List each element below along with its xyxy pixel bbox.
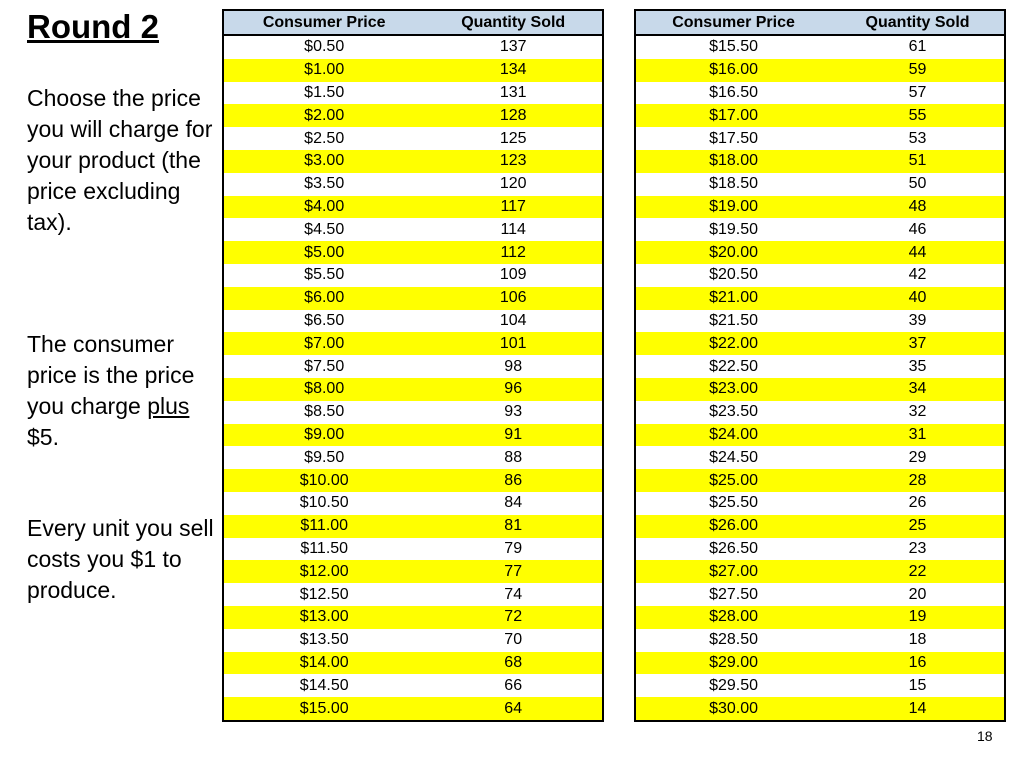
consumer-price-cell: $23.00 [635,378,831,401]
consumer-price-cell: $19.00 [635,196,831,219]
quantity-sold-cell: 35 [831,355,1005,378]
table-row [223,674,603,697]
table-row [223,104,603,127]
table-row [635,59,1005,82]
consumer-price-cell: $10.50 [223,492,424,515]
consumer-price-cell: $27.00 [635,560,831,583]
quantity-sold-cell: 112 [424,241,603,264]
quantity-sold-cell: 104 [424,310,603,333]
table-row [223,583,603,606]
consumer-price-cell: $1.00 [223,59,424,82]
quantity-sold-cell: 59 [831,59,1005,82]
quantity-sold-cell: 86 [424,469,603,492]
table-row [635,310,1005,333]
table-row [635,378,1005,401]
table-row [223,332,603,355]
table-row [635,469,1005,492]
quantity-sold-cell: 123 [424,150,603,173]
table-row [223,606,603,629]
consumer-price-cell: $20.00 [635,241,831,264]
quantity-sold-cell: 101 [424,332,603,355]
quantity-sold-cell: 88 [424,446,603,469]
consumer-price-cell: $21.00 [635,287,831,310]
consumer-price-cell: $0.50 [223,35,424,59]
consumer-price-cell: $25.50 [635,492,831,515]
consumer-price-cell: $4.00 [223,196,424,219]
consumer-price-cell: $4.50 [223,218,424,241]
quantity-sold-cell: 28 [831,469,1005,492]
quantity-sold-cell: 20 [831,583,1005,606]
quantity-sold-cell: 40 [831,287,1005,310]
quantity-sold-cell: 72 [424,606,603,629]
header-quantity-sold: Quantity Sold [831,10,1005,35]
consumer-price-cell: $11.50 [223,538,424,561]
consumer-price-cell: $17.00 [635,104,831,127]
consumer-price-cell: $8.50 [223,401,424,424]
quantity-sold-cell: 19 [831,606,1005,629]
quantity-sold-cell: 93 [424,401,603,424]
consumer-price-cell: $23.50 [635,401,831,424]
consumer-price-cell: $9.50 [223,446,424,469]
quantity-sold-cell: 98 [424,355,603,378]
table-header-row [223,10,603,35]
consumer-price-cell: $27.50 [635,583,831,606]
table-row [223,218,603,241]
consumer-price-cell: $28.50 [635,629,831,652]
slide-title: Round 2 [27,8,159,45]
rule-text-after: $5. [27,424,59,450]
quantity-sold-cell: 42 [831,264,1005,287]
header-consumer-price: Consumer Price [635,10,831,35]
table-row [223,355,603,378]
consumer-price-cell: $10.00 [223,469,424,492]
consumer-price-cell: $18.00 [635,150,831,173]
consumer-price-cell: $20.50 [635,264,831,287]
table-row [223,35,603,59]
consumer-price-cell: $22.00 [635,332,831,355]
quantity-sold-cell: 15 [831,674,1005,697]
table-row [635,241,1005,264]
table-row [635,515,1005,538]
table-row [635,538,1005,561]
table-row [223,629,603,652]
consumer-price-cell: $11.00 [223,515,424,538]
quantity-sold-cell: 125 [424,127,603,150]
quantity-sold-cell: 48 [831,196,1005,219]
quantity-sold-cell: 120 [424,173,603,196]
table-row [223,560,603,583]
table-row [635,332,1005,355]
consumer-price-cell: $26.50 [635,538,831,561]
quantity-sold-cell: 23 [831,538,1005,561]
consumer-price-cell: $15.00 [223,697,424,721]
quantity-sold-cell: 77 [424,560,603,583]
consumer-price-cell: $14.00 [223,652,424,675]
instruction-text: Choose the price you will charge for your product (the price excluding tax). [27,85,213,235]
consumer-price-cell: $5.00 [223,241,424,264]
quantity-sold-cell: 74 [424,583,603,606]
quantity-sold-cell: 29 [831,446,1005,469]
table-row [223,697,603,721]
table-row [223,424,603,447]
quantity-sold-cell: 25 [831,515,1005,538]
table-row [223,287,603,310]
consumer-price-cell: $6.00 [223,287,424,310]
quantity-sold-cell: 91 [424,424,603,447]
quantity-sold-cell: 14 [831,697,1005,721]
quantity-sold-cell: 84 [424,492,603,515]
consumer-price-cell: $29.00 [635,652,831,675]
consumer-price-cell: $13.50 [223,629,424,652]
quantity-sold-cell: 31 [831,424,1005,447]
quantity-sold-cell: 64 [424,697,603,721]
consumer-price-cell: $12.00 [223,560,424,583]
consumer-price-cell: $1.50 [223,82,424,105]
table-row [635,674,1005,697]
consumer-price-cell: $14.50 [223,674,424,697]
consumer-price-cell: $26.00 [635,515,831,538]
table-row [223,492,603,515]
consumer-price-cell: $21.50 [635,310,831,333]
quantity-sold-cell: 50 [831,173,1005,196]
quantity-sold-cell: 51 [831,150,1005,173]
table-row [635,401,1005,424]
quantity-sold-cell: 39 [831,310,1005,333]
consumer-price-cell: $19.50 [635,218,831,241]
table-header-row [635,10,1005,35]
table-row [223,446,603,469]
table-row [635,697,1005,721]
quantity-sold-cell: 106 [424,287,603,310]
consumer-price-cell: $25.00 [635,469,831,492]
quantity-sold-cell: 109 [424,264,603,287]
table-row [635,287,1005,310]
table-row [635,127,1005,150]
quantity-sold-cell: 66 [424,674,603,697]
table-row [223,652,603,675]
quantity-sold-cell: 37 [831,332,1005,355]
consumer-price-cell: $7.50 [223,355,424,378]
page-number: 18 [977,728,993,744]
table-row [635,173,1005,196]
table-row [223,82,603,105]
consumer-price-cell: $17.50 [635,127,831,150]
consumer-price-cell: $16.00 [635,59,831,82]
table-row [223,59,603,82]
consumer-price-cell: $24.00 [635,424,831,447]
table-row [635,606,1005,629]
price-table-right [634,9,1006,722]
quantity-sold-cell: 96 [424,378,603,401]
quantity-sold-cell: 18 [831,629,1005,652]
table-row [635,82,1005,105]
quantity-sold-cell: 46 [831,218,1005,241]
consumer-price-cell: $9.00 [223,424,424,447]
table-row [635,218,1005,241]
quantity-sold-cell: 81 [424,515,603,538]
table-row [635,104,1005,127]
quantity-sold-cell: 79 [424,538,603,561]
table-row [223,378,603,401]
table-row [635,446,1005,469]
table-row [223,538,603,561]
quantity-sold-cell: 134 [424,59,603,82]
quantity-sold-cell: 131 [424,82,603,105]
quantity-sold-cell: 70 [424,629,603,652]
quantity-sold-cell: 16 [831,652,1005,675]
consumer-price-cell: $15.50 [635,35,831,59]
consumer-price-cell: $30.00 [635,697,831,721]
rule-emphasis: plus [147,393,190,419]
table-row [223,173,603,196]
table-row [635,652,1005,675]
table-row [635,583,1005,606]
rule-text-before: The consumer price is the price you charge [27,331,195,419]
quantity-sold-cell: 26 [831,492,1005,515]
table-row [223,310,603,333]
table-row [223,127,603,150]
consumer-price-cell: $13.00 [223,606,424,629]
consumer-price-cell: $29.50 [635,674,831,697]
table-row [223,196,603,219]
table-row [635,629,1005,652]
quantity-sold-cell: 57 [831,82,1005,105]
consumer-price-cell: $3.00 [223,150,424,173]
table-row [635,492,1005,515]
consumer-price-cell: $5.50 [223,264,424,287]
quantity-sold-cell: 55 [831,104,1005,127]
consumer-price-cell: $24.50 [635,446,831,469]
header-consumer-price: Consumer Price [223,10,424,35]
quantity-sold-cell: 128 [424,104,603,127]
table-row [223,241,603,264]
table-row [223,401,603,424]
quantity-sold-cell: 137 [424,35,603,59]
consumer-price-cell: $8.00 [223,378,424,401]
consumer-price-cell: $3.50 [223,173,424,196]
consumer-price-cell: $12.50 [223,583,424,606]
consumer-price-cell: $6.50 [223,310,424,333]
consumer-price-cell: $22.50 [635,355,831,378]
table-row [635,424,1005,447]
quantity-sold-cell: 61 [831,35,1005,59]
header-quantity-sold: Quantity Sold [424,10,603,35]
consumer-price-cell: $7.00 [223,332,424,355]
table-row [223,469,603,492]
table-row [635,560,1005,583]
quantity-sold-cell: 32 [831,401,1005,424]
table-row [635,35,1005,59]
consumer-price-cell: $2.00 [223,104,424,127]
table-row [635,355,1005,378]
quantity-sold-cell: 34 [831,378,1005,401]
consumer-price-cell: $2.50 [223,127,424,150]
quantity-sold-cell: 44 [831,241,1005,264]
table-row [635,264,1005,287]
table-row [635,150,1005,173]
cost-note: Every unit you sell costs you $1 to produce. [27,515,214,603]
quantity-sold-cell: 114 [424,218,603,241]
consumer-price-rule [27,329,217,453]
price-table-left [222,9,604,722]
table-row [223,515,603,538]
quantity-sold-cell: 22 [831,560,1005,583]
table-row [223,150,603,173]
consumer-price-cell: $16.50 [635,82,831,105]
quantity-sold-cell: 68 [424,652,603,675]
quantity-sold-cell: 117 [424,196,603,219]
consumer-price-cell: $18.50 [635,173,831,196]
table-row [223,264,603,287]
quantity-sold-cell: 53 [831,127,1005,150]
table-row [635,196,1005,219]
consumer-price-cell: $28.00 [635,606,831,629]
